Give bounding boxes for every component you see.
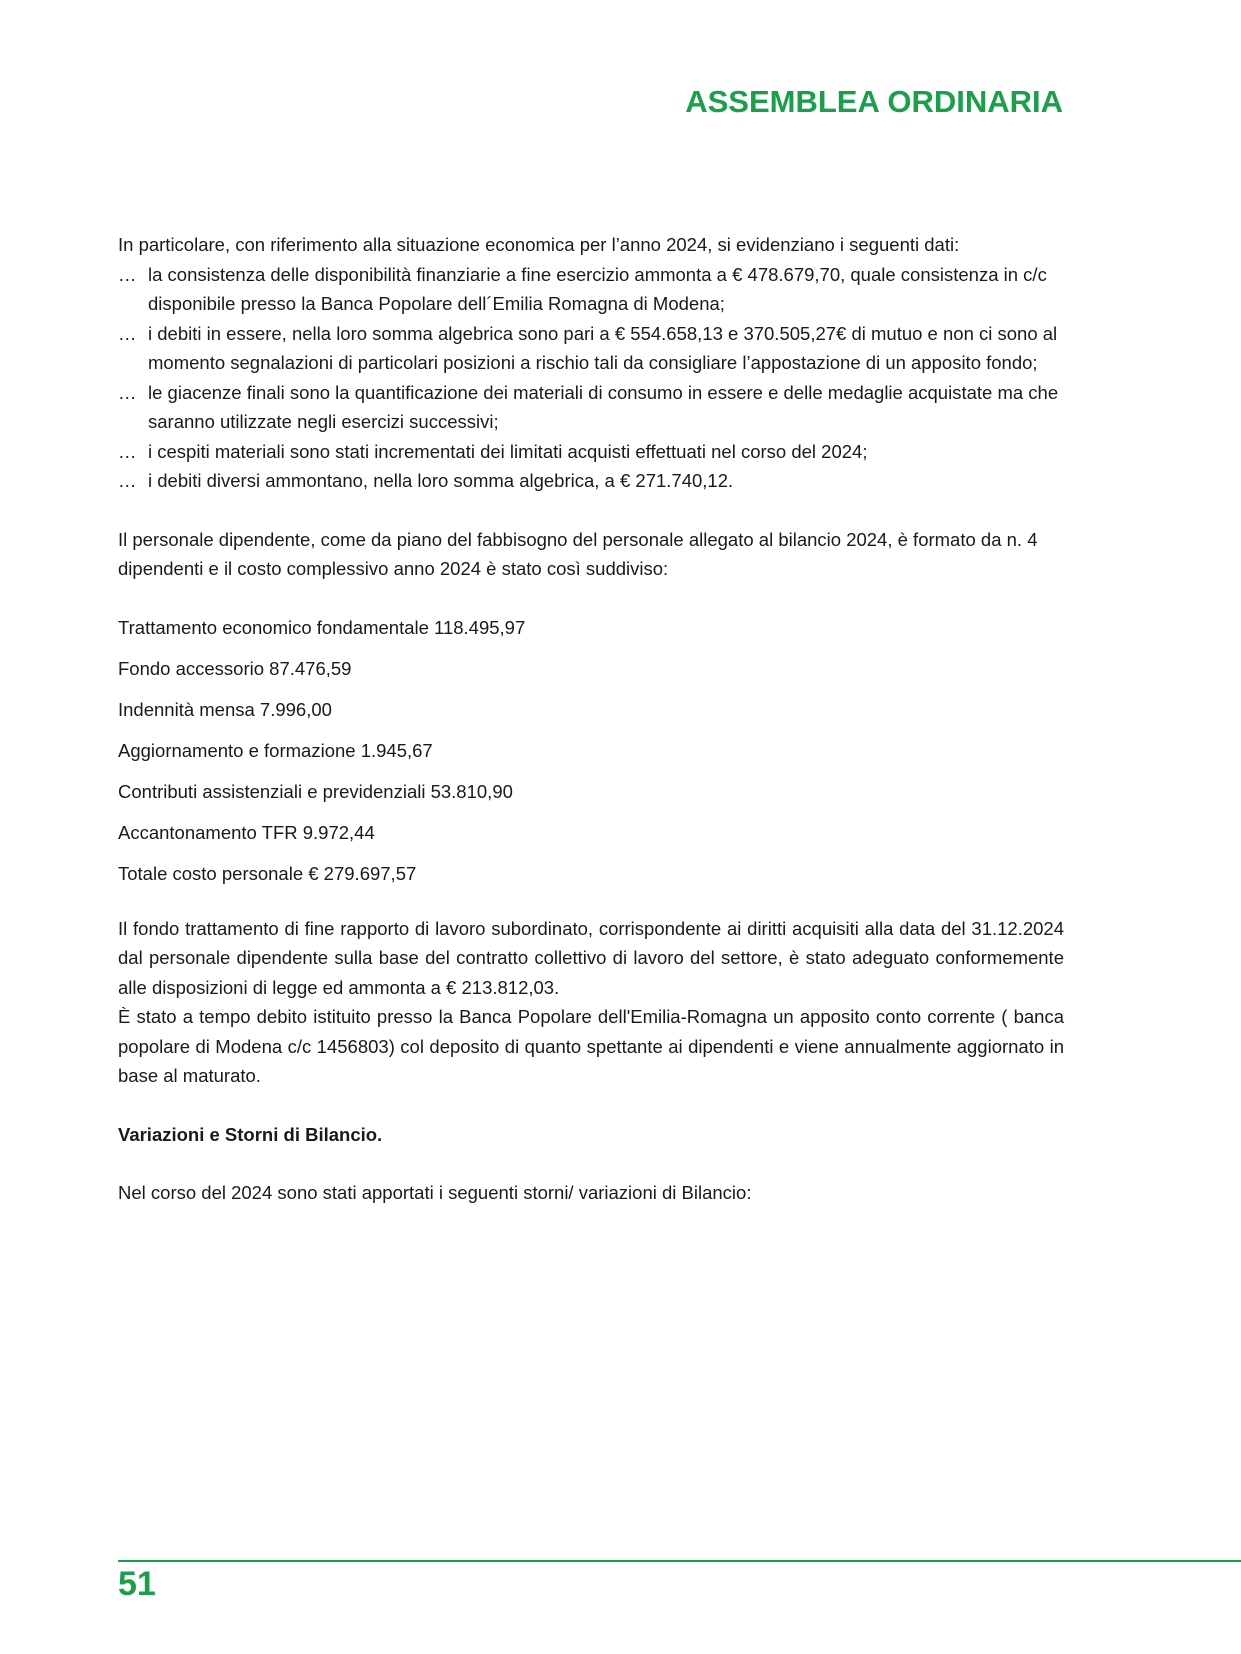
- list-item-text: i debiti diversi ammontano, nella loro somma algebrica, a € 271.740,12.: [148, 470, 734, 491]
- cost-line-training: Aggiornamento e formazione 1.945,67: [118, 739, 433, 761]
- document-body: [118, 230, 1064, 1208]
- intro-paragraph: In particolare, con riferimento alla situazione economica per l’anno 2024, si evidenziano i seguenti dati:: [118, 234, 960, 255]
- bullet-marker: …: [118, 470, 137, 491]
- section-intro-paragraph: Nel corso del 2024 sono stati apportati i seguenti storni/ variazioni di Bilancio:: [118, 1182, 752, 1203]
- list-item: [118, 260, 1064, 319]
- cost-line-accessory-fund: Fondo accessorio 87.476,59: [118, 657, 352, 679]
- list-item: [118, 437, 1064, 467]
- tfr-paragraph: Il fondo trattamento di fine rapporto di lavoro subordinato, corrispondente ai diritti acquisiti alla data del 31.12.2024 dal personale dipendente sulla base del contratto collettivo di lavoro del settore, è stato adeguato conformemente alle disposizioni di legge ed ammonta a € 213.812,03.: [118, 917, 1064, 998]
- bullet-marker: …: [118, 440, 137, 462]
- list-item-text: i debiti in essere, nella loro somma algebrica sono pari a € 554.658,13 e 370.505,27€ di mutuo e non ci sono al momento segnalazioni di particolari posizioni a rischio tali da consigliare l’appostazione di un apposito fondo;: [148, 322, 1058, 373]
- account-paragraph: È stato a tempo debito istituito presso la Banca Popolare dell'Emilia-Romagna un apposito conto corrente ( banca popolare di Modena c/c 1456803) col deposito di quanto spettante ai dipendenti e viene annualmente aggiornato in base al maturato.: [118, 1006, 1064, 1086]
- economic-data-list: [118, 260, 1064, 496]
- cost-line-meal-allowance: Indennità mensa 7.996,00: [118, 698, 332, 720]
- personnel-cost-list: [118, 613, 1064, 900]
- cost-line-contributions: Contributi assistenziali e previdenziali 53.810,90: [118, 780, 513, 802]
- list-item-text: i cespiti materiali sono stati incrementati dei limitati acquisti effettuati nel corso del 2024;: [148, 440, 868, 462]
- list-item: [118, 319, 1064, 378]
- section-heading: Variazioni e Storni di Bilancio.: [118, 1123, 383, 1145]
- cost-line-fundamental: Trattamento economico fondamentale 118.495,97: [118, 616, 526, 638]
- list-item-text: le giacenze finali sono la quantificazione dei materiali di consumo in essere e delle medaglie acquistate ma che saranno utilizzate negli esercizi successivi;: [148, 381, 1059, 432]
- cost-line-total: Totale costo personale € 279.697,57: [118, 862, 417, 884]
- personnel-intro-paragraph: Il personale dipendente, come da piano del fabbisogno del personale allegato al bilancio 2024, è formato da n. 4 dipendenti e il costo complessivo anno 2024 è stato così suddiviso:: [118, 528, 1038, 579]
- list-item: [118, 466, 1064, 496]
- list-item: [118, 378, 1064, 437]
- page-header-title: ASSEMBLEA ORDINARIA: [685, 84, 1063, 119]
- page-number: 51: [118, 1565, 156, 1603]
- list-item-text: la consistenza delle disponibilità finanziarie a fine esercizio ammonta a € 478.679,70, quale consistenza in c/c disponibile presso la Banca Popolare dell´Emilia Romagna di Modena;: [148, 263, 1047, 314]
- bullet-marker: …: [118, 381, 137, 403]
- bullet-marker: …: [118, 322, 137, 344]
- bullet-marker: …: [118, 263, 137, 285]
- footer-divider: [118, 1560, 1241, 1562]
- cost-line-tfr: Accantonamento TFR 9.972,44: [118, 821, 375, 843]
